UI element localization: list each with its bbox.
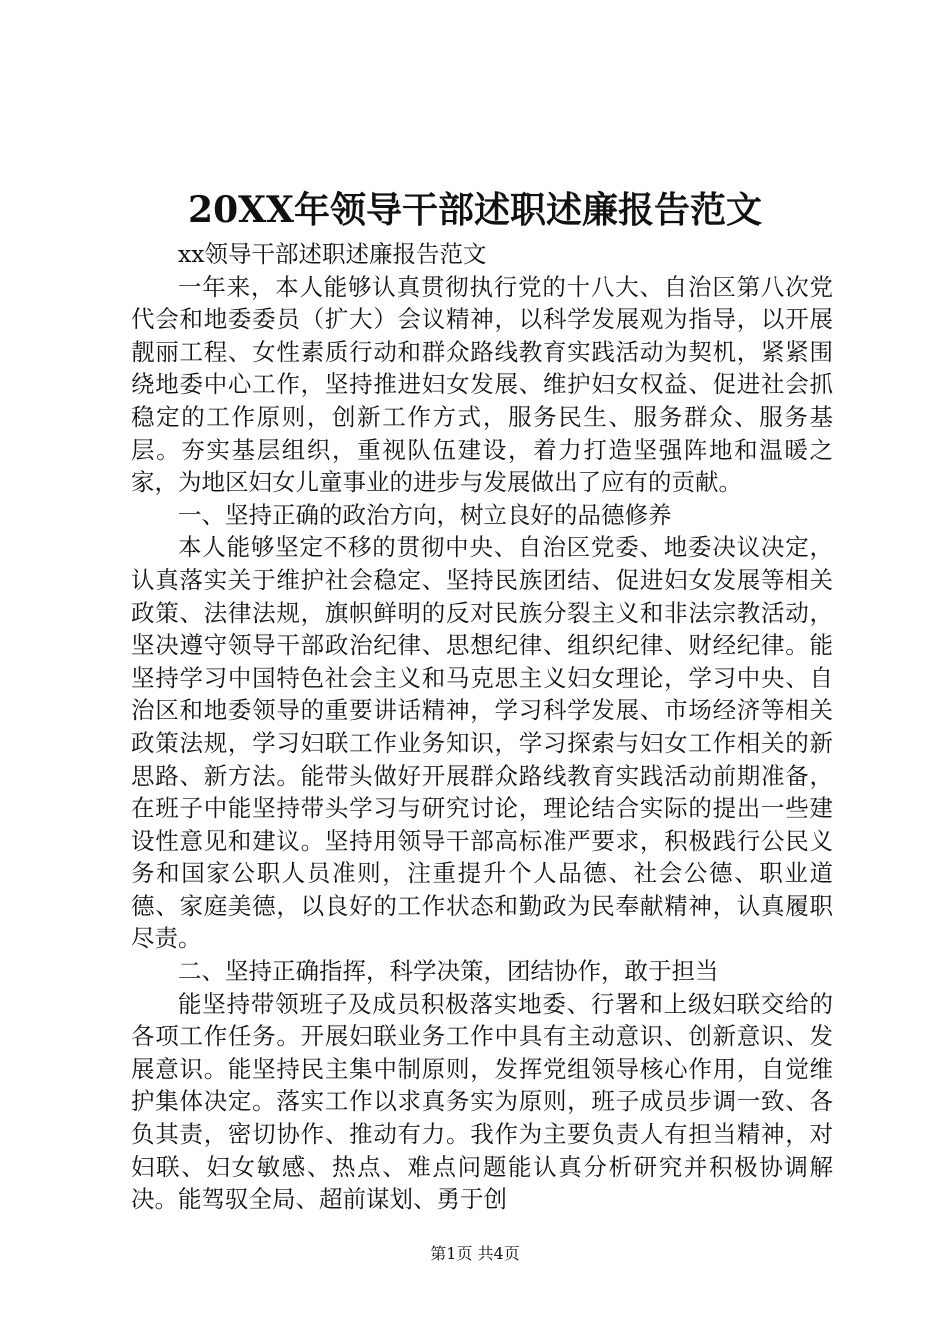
document-title: 20XX年领导干部述职述廉报告范文 — [188, 189, 762, 231]
paragraph-section-1: 本人能够坚定不移的贯彻中央、自治区党委、地委决议决定，认真落实关于维护社会稳定、坚持民族团结、促进妇女发展等相关政策、法律法规，旗帜鲜明的反对民族分裂主义和非法宗教活动，坚决遵守领导干部政治纪律、思想纪律、组织纪律、财经纪律。能坚持学习中国特色社会主义和马克思主义妇女理论，学习中央、自治区和地委领导的重要讲话精神，学习科学发展、市场经济等相关政策法规，学习妇联工作业务知识，学习探索与妇女工作相关的新思路、新方法。能带头做好开展群众路线教育实践活动前期准备，在班子中能坚持带头学习与研究讨论，理论结合实际的提出一些建设性意见和建议。坚持用领导干部高标准严要求，积极践行公民义务和国家公职人员准则，注重提升个人品德、社会公德、职业道德、家庭美德，以良好的工作状态和勤政为民奉献精神，认真履职尽责。 — [131, 533, 833, 953]
paragraph-intro: 一年来，本人能够认真贯彻执行党的十八大、自治区第八次党代会和地委委员（扩大）会议精神，以科学发展观为指导，以开展靓丽工程、女性素质行动和群众路线教育实践活动为契机，紧紧围绕地委中心工作，坚持推进妇女发展、维护妇女权益、促进社会抓稳定的工作原则，创新工作方式，服务民生、服务群众、服务基层。夯实基层组织，重视队伍建设，着力打造坚强阵地和温暖之家，为地区妇女儿童事业的进步与发展做出了应有的贡献。 — [131, 272, 833, 497]
page-footer: 第1页 共4页 — [430, 1244, 520, 1263]
paragraph-section-2: 能坚持带领班子及成员积极落实地委、行署和上级妇联交给的各项工作任务。开展妇联业务工作中具有主动意识、创新意识、发展意识。能坚持民主集中制原则，发挥党组领导核心作用，自觉维护集体决定。落实工作以求真务实为原则，班子成员步调一致、各负其责，密切协作、推动有力。我作为主要负责人有担当精神，对妇联、妇女敏感、热点、难点问题能认真分析研究并积极协调解决。能驾驭全局、超前谋划、勇于创 — [131, 989, 833, 1214]
section-heading-1: 一、坚持正确的政治方向，树立良好的品德修养 — [178, 500, 672, 529]
document-body — [131, 238, 833, 1216]
document-subtitle: xx领导干部述职述廉报告范文 — [178, 240, 487, 268]
section-heading-2: 二、坚持正确指挥，科学决策，团结协作，敢于担当 — [178, 957, 719, 986]
